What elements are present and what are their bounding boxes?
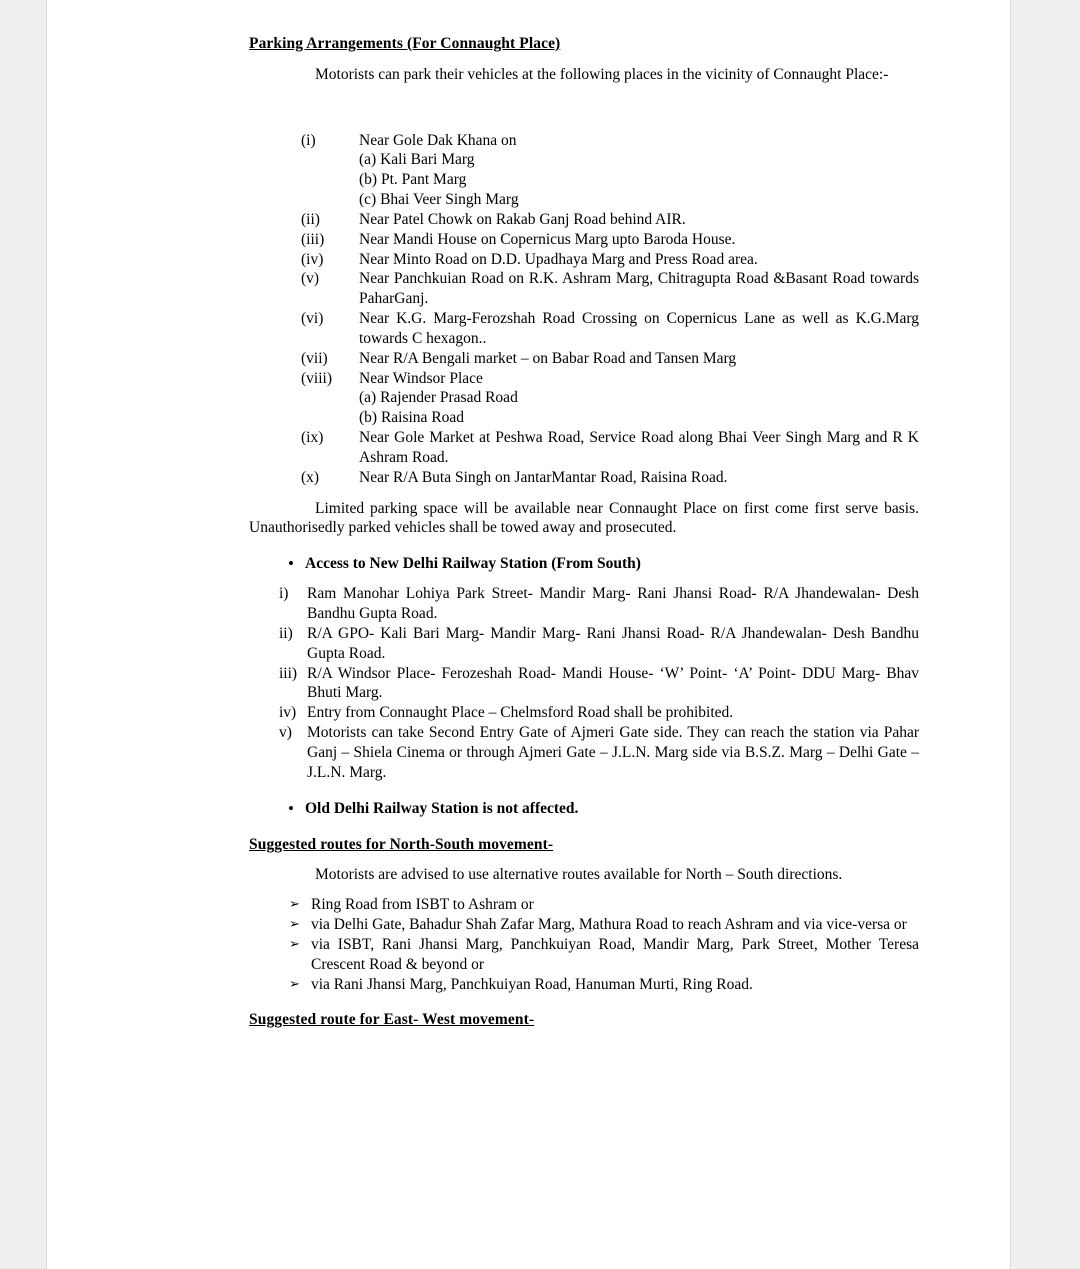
page-margin-right xyxy=(1010,0,1080,1269)
list-subitem: (c) Bhai Veer Singh Marg xyxy=(359,191,519,209)
list-item-number: v) xyxy=(279,724,292,742)
list-item-number: iv) xyxy=(279,704,297,722)
list-item-number: (x) xyxy=(301,468,320,486)
list-item-number: ii) xyxy=(279,624,293,642)
parking-note: Limited parking space will be available near Connaught Place on first come first serve basis. Unauthorisedly parked vehicles shall be towed away and prosecuted. xyxy=(249,499,919,537)
list-item-text: Ring Road from ISBT to Ashram or xyxy=(311,896,534,914)
list-item-text: via ISBT, Rani Jhansi Marg, Panchkuiyan Road, Mandir Marg, Park Street, Mother Teresa Crescent Road & beyond or xyxy=(311,935,919,973)
spacer xyxy=(249,994,919,1010)
list-item xyxy=(289,975,919,995)
list-subitem: (a) Rajender Prasad Road xyxy=(359,389,518,407)
spacer xyxy=(249,819,919,835)
list-item xyxy=(279,723,919,782)
old-delhi-heading: Old Delhi Railway Station is not affected. xyxy=(305,799,579,817)
list-item-text: Near R/A Bengali market – on Babar Road and Tansen Marg xyxy=(359,349,737,367)
access-ndls-list xyxy=(279,584,919,782)
list-item xyxy=(301,250,919,270)
list-subitem: (a) Kali Bari Marg xyxy=(359,151,475,169)
list-item-text: Near Panchkuian Road on R.K. Ashram Marg, Chitragupta Road &Basant Road towards PaharGanj. xyxy=(359,270,919,308)
list-item xyxy=(289,895,919,915)
list-item xyxy=(301,369,919,428)
list-item-text: via Rani Jhansi Marg, Panchkuiyan Road, Hanuman Murti, Ring Road. xyxy=(311,975,753,993)
list-item-number: i) xyxy=(279,585,289,603)
arrow-bullet-icon: ➢ xyxy=(289,935,300,951)
list-item-text: R/A GPO- Kali Bari Marg- Mandir Marg- Rani Jhansi Road- R/A Jhandewalan- Desh Bandhu Gupta Road. xyxy=(307,624,919,662)
list-item xyxy=(301,230,919,250)
page-margin-left xyxy=(0,0,47,1269)
list-item-text: Ram Manohar Lohiya Park Street- Mandir Marg- Rani Jhansi Road- R/A Jhandewalan- Desh Bandhu Gupta Road. xyxy=(307,585,919,623)
list-item xyxy=(279,584,919,624)
list-item-text: Entry from Connaught Place – Chelmsford Road shall be prohibited. xyxy=(307,704,734,722)
list-item-number: (v) xyxy=(301,270,320,288)
north-south-list xyxy=(289,895,919,994)
list-item xyxy=(279,664,919,704)
spacer xyxy=(249,85,919,131)
list-subitem: (b) Raisina Road xyxy=(359,409,465,427)
list-item xyxy=(301,468,919,488)
list-item-text xyxy=(359,369,919,428)
list-item-number: (iii) xyxy=(301,230,325,248)
list-item-number: (vi) xyxy=(301,310,324,328)
document-body xyxy=(249,34,919,1030)
list-item-number: (i) xyxy=(301,131,316,149)
access-ndls-heading: Access to New Delhi Railway Station (From South) xyxy=(305,555,641,573)
list-item xyxy=(301,349,919,369)
north-south-intro: Motorists are advised to use alternative routes available for North – South directions. xyxy=(315,866,843,884)
list-item xyxy=(301,131,919,210)
list-item-text: via Delhi Gate, Bahadur Shah Zafar Marg, Mathura Road to reach Ashram and via vice-versa or xyxy=(311,916,907,934)
list-subitem: (b) Pt. Pant Marg xyxy=(359,171,467,189)
arrow-bullet-icon: ➢ xyxy=(289,916,300,932)
list-item-number: (viii) xyxy=(301,369,332,387)
list-item-text: Near Mandi House on Copernicus Marg upto Baroda House. xyxy=(359,230,736,248)
list-item-number: (iv) xyxy=(301,250,324,268)
list-item-text: Near K.G. Marg-Ferozshah Road Crossing on Copernicus Lane as well as K.G.Marg towards C hexagon.. xyxy=(359,310,919,347)
list-item-number: (ii) xyxy=(301,210,320,228)
list-item xyxy=(301,428,919,468)
list-item xyxy=(279,624,919,664)
list-item xyxy=(301,210,919,230)
list-item-main: Near Gole Dak Khana on xyxy=(359,131,517,149)
list-item-text xyxy=(359,131,919,210)
list-item xyxy=(279,703,919,723)
arrow-bullet-icon: ➢ xyxy=(289,896,300,912)
list-item-text: Motorists can take Second Entry Gate of Ajmeri Gate side. They can reach the station via Pahar Ganj – Shiela Cinema or through Ajmeri Gate – J.L.N. Marg side via B.S.Z. Marg – Delhi Gate – J.L.N. Marg. xyxy=(307,724,919,781)
list-item xyxy=(301,269,919,309)
list-item-text: Near R/A Buta Singh on JantarMantar Road, Raisina Road. xyxy=(359,468,728,486)
list-item-text: Near Gole Market at Peshwa Road, Service Road along Bhai Veer Singh Marg and R K Ashram Road. xyxy=(359,429,919,466)
list-item-number: (vii) xyxy=(301,349,328,367)
bullet-icon: • xyxy=(288,798,294,818)
document-page xyxy=(47,0,1010,1269)
list-item-main: Near Windsor Place xyxy=(359,369,483,387)
bullet-icon: • xyxy=(288,554,294,574)
east-west-heading: Suggested route for East- West movement- xyxy=(249,1011,535,1029)
list-item xyxy=(289,915,919,935)
list-item xyxy=(301,309,919,349)
parking-intro: Motorists can park their vehicles at the following places in the vicinity of Connaught Place:- xyxy=(315,65,889,83)
list-item-number: (ix) xyxy=(301,429,324,447)
list-item xyxy=(289,935,919,975)
parking-list xyxy=(301,131,919,488)
list-item-text: R/A Windsor Place- Ferozeshah Road- Mandi House- ‘W’ Point- ‘A’ Point- DDU Marg- Bhav Bhuti Marg. xyxy=(307,664,919,702)
list-item-text: Near Minto Road on D.D. Upadhaya Marg and Press Road area. xyxy=(359,250,758,268)
list-item-text: Near Patel Chowk on Rakab Ganj Road behind AIR. xyxy=(359,210,686,228)
list-item-number: iii) xyxy=(279,664,298,682)
parking-heading: Parking Arrangements (For Connaught Place) xyxy=(249,35,561,52)
old-delhi-heading-row xyxy=(277,799,919,819)
access-ndls-heading-row xyxy=(277,554,919,574)
arrow-bullet-icon: ➢ xyxy=(289,975,300,991)
north-south-heading: Suggested routes for North-South movement- xyxy=(249,835,554,853)
